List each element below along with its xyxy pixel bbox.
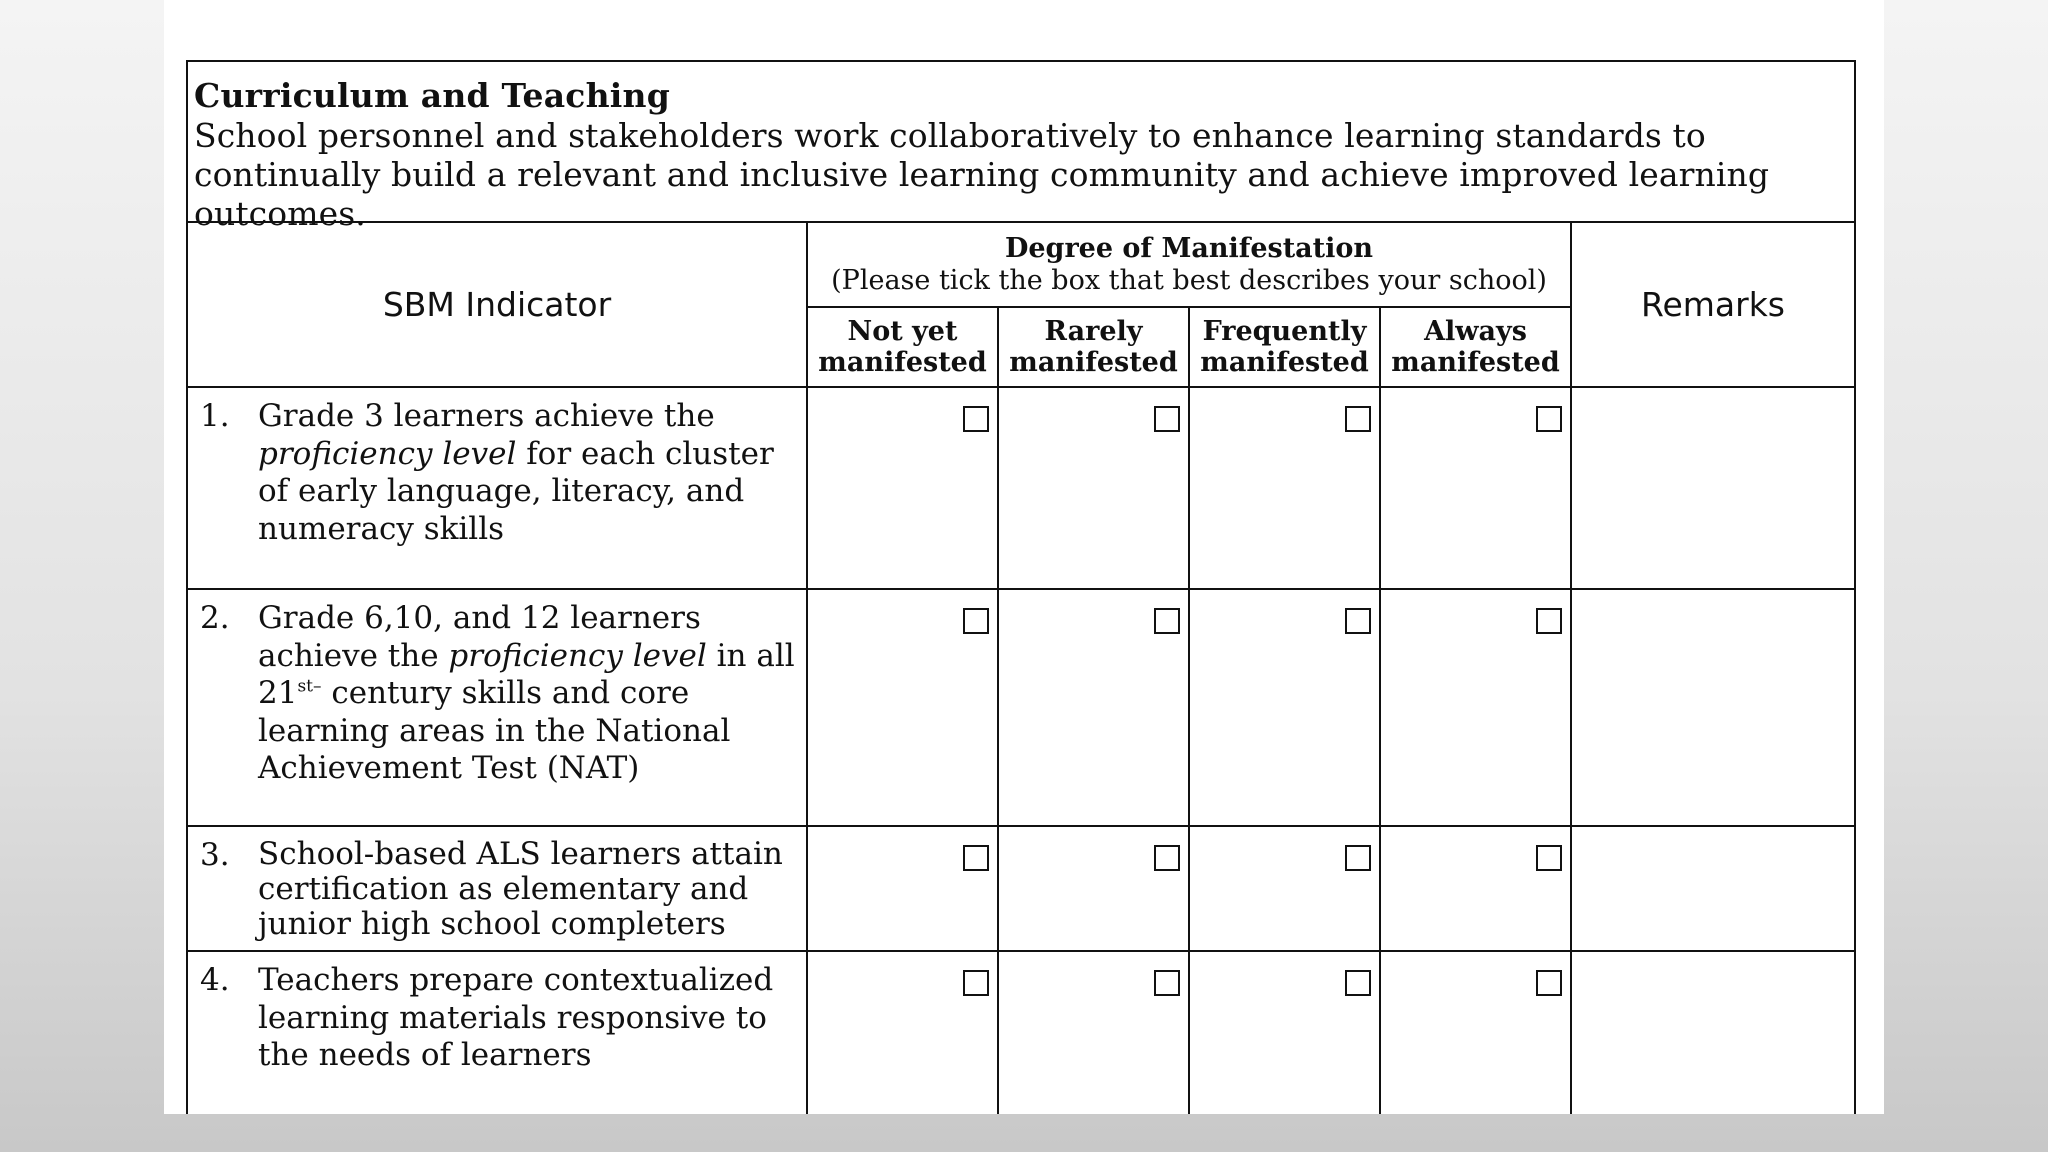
col-header-always: Always manifested <box>1380 307 1571 387</box>
col-header-not-yet: Not yet manifested <box>807 307 998 387</box>
cell-always <box>1380 387 1571 589</box>
col-header-frequently: Frequently manifested <box>1189 307 1380 387</box>
sbm-indicator-header: SBM Indicator <box>188 223 807 387</box>
indicator-text: Grade 3 learners achieve the proficiency level for each cluster of early language, literacy, and numeracy skills <box>258 398 774 547</box>
cell-frequently <box>1189 951 1380 1114</box>
cell-frequently <box>1189 826 1380 951</box>
remarks-cell[interactable] <box>1571 826 1854 951</box>
sbm-indicator-table <box>188 223 1854 1114</box>
checkbox-not-yet[interactable] <box>963 608 989 634</box>
indicator-text: Grade 6,10, and 12 learners achieve the proficiency level in all $21^{st-}$ century skills and core learning areas in the National Achievement Test (NAT) <box>258 600 795 786</box>
cell-always <box>1380 589 1571 826</box>
checkbox-always[interactable] <box>1536 845 1562 871</box>
cell-frequently <box>1189 387 1380 589</box>
checkbox-not-yet[interactable] <box>963 406 989 432</box>
indicator-cell <box>188 387 807 589</box>
cell-not-yet <box>807 951 998 1114</box>
indicator-number: 4. <box>200 962 230 998</box>
checkbox-rarely[interactable] <box>1154 970 1180 996</box>
indicator-row-3 <box>188 826 1854 951</box>
checkbox-rarely[interactable] <box>1154 608 1180 634</box>
header-row-1 <box>188 223 1854 307</box>
checkbox-not-yet[interactable] <box>963 970 989 996</box>
cell-frequently <box>1189 589 1380 826</box>
indicator-number: 2. <box>200 600 230 636</box>
checkbox-always[interactable] <box>1536 406 1562 432</box>
checkbox-rarely[interactable] <box>1154 845 1180 871</box>
indicator-row-2 <box>188 589 1854 826</box>
cell-rarely <box>998 387 1189 589</box>
col-header-rarely: Rarely manifested <box>998 307 1189 387</box>
remarks-header: Remarks <box>1571 223 1854 387</box>
checkbox-rarely[interactable] <box>1154 406 1180 432</box>
indicator-text: School-based ALS learners attain certification as elementary and junior high school completers <box>258 836 783 942</box>
checkbox-frequently[interactable] <box>1345 406 1371 432</box>
degree-subtitle: (Please tick the box that best describes your school) <box>831 264 1547 296</box>
section-title: Curriculum and Teaching <box>194 76 670 115</box>
indicator-row-4 <box>188 951 1854 1114</box>
cell-always <box>1380 826 1571 951</box>
checkbox-frequently[interactable] <box>1345 845 1371 871</box>
section-banner <box>188 62 1854 233</box>
document-page <box>164 0 1884 1114</box>
checkbox-not-yet[interactable] <box>963 845 989 871</box>
indicator-cell <box>188 589 807 826</box>
cell-not-yet <box>807 826 998 951</box>
cell-rarely <box>998 951 1189 1114</box>
cell-rarely <box>998 589 1189 826</box>
degree-title: Degree of Manifestation <box>1004 232 1374 264</box>
remarks-cell[interactable] <box>1571 951 1854 1114</box>
cell-not-yet <box>807 589 998 826</box>
checkbox-always[interactable] <box>1536 970 1562 996</box>
indicator-number: 3. <box>200 837 230 873</box>
degree-of-manifestation-header <box>807 223 1571 307</box>
indicator-cell <box>188 951 807 1114</box>
form-frame <box>186 60 1856 1114</box>
indicator-row-1 <box>188 387 1854 589</box>
indicator-cell <box>188 826 807 951</box>
indicator-text: Teachers prepare contextualized learning materials responsive to the needs of learners <box>258 962 774 1073</box>
checkbox-always[interactable] <box>1536 608 1562 634</box>
section-description: School personnel and stakeholders work collaboratively to enhance learning standards to continually build a relevant and inclusive learning community and achieve improved learning outcomes. <box>194 116 1770 233</box>
checkbox-frequently[interactable] <box>1345 970 1371 996</box>
checkbox-frequently[interactable] <box>1345 608 1371 634</box>
remarks-cell[interactable] <box>1571 589 1854 826</box>
cell-not-yet <box>807 387 998 589</box>
indicator-number: 1. <box>200 398 230 434</box>
remarks-cell[interactable] <box>1571 387 1854 589</box>
cell-always <box>1380 951 1571 1114</box>
cell-rarely <box>998 826 1189 951</box>
